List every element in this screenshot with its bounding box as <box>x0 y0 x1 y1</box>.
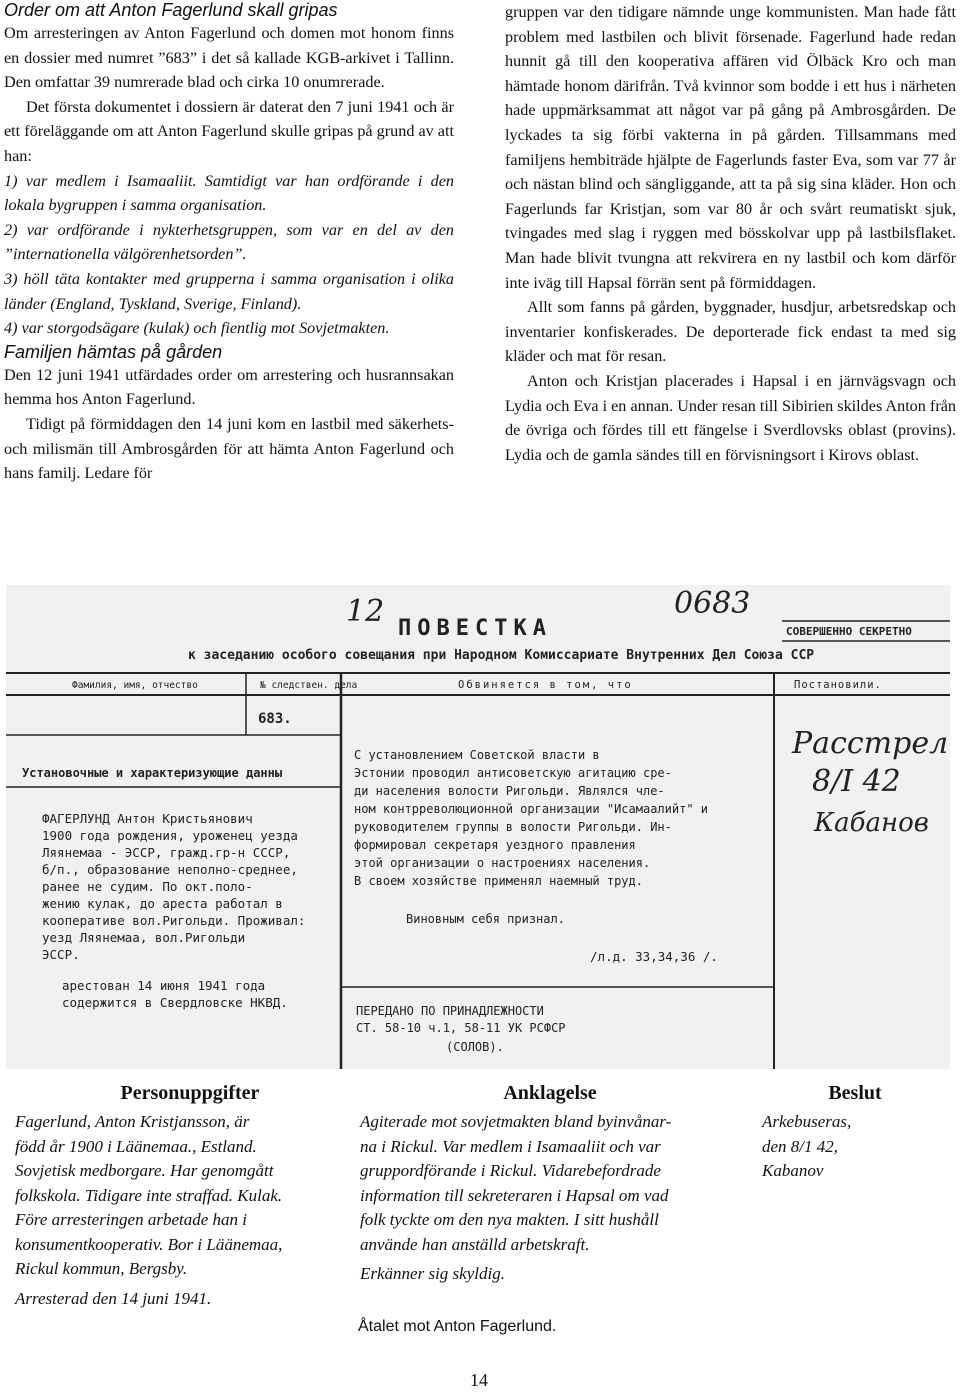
caption-charge-title: Anklagelse <box>503 1082 597 1104</box>
page-number: 14 <box>470 1370 488 1390</box>
case-number: 683. <box>258 711 292 727</box>
caption-charge-body <box>360 1110 750 1287</box>
scan-line: уезд Ляянемаа, вол.Ригольди <box>42 930 246 945</box>
scan-line: б/п., образование неполно-среднее, <box>42 862 298 877</box>
caption-line: konsumentkooperativ. Bor i Läänemaa, <box>15 1234 283 1254</box>
caption-line: Erkänner sig skyldig. <box>360 1264 505 1283</box>
caption-line: gruppordförande i Rickul. Vidarebefordrade <box>360 1161 661 1180</box>
scan-line: Эстонии проводил антисоветскую агитацию сре- <box>354 766 672 780</box>
left-column <box>4 0 454 486</box>
scan-line: жению кулак, до ареста работал в <box>42 896 283 911</box>
caption-verdict-title: Beslut <box>828 1082 882 1104</box>
caption-line: Kabanov <box>762 1161 824 1180</box>
paragraph: Tidigt på förmiddagen den 14 juni kom en lastbil med säkerhets- och milismän till Ambrosgården för att hämta Anton Fagerlund och hans familj. Ledare för <box>4 414 454 483</box>
scan-line: содержится в Свердловске НКВД. <box>62 995 288 1010</box>
caption-line: Före arresteringen arbetade han i <box>15 1210 247 1229</box>
hand-line: 8/I 42 <box>812 764 901 799</box>
caption-verdict-body <box>762 1110 942 1184</box>
scan-line: С установлением Советской власти в <box>354 748 600 762</box>
caption-line: Arresterad den 14 juni 1941. <box>15 1288 212 1308</box>
hand-line: Расстрел <box>792 726 949 761</box>
column-header: № следствен. дела <box>260 680 358 691</box>
column-header: Фамилия, имя, отчество <box>72 680 198 691</box>
column-header: Обвиняется в том, что <box>458 679 633 691</box>
caption-person-body <box>15 1110 355 1311</box>
document-subtitle: к заседанию особого совещания при Народном Комиссариате Внутренних Дел Союза ССР <box>188 648 815 663</box>
scan-line: (СОЛОВ). <box>446 1040 504 1054</box>
column-header: Постановили. <box>794 679 882 691</box>
hand-number-left: 12 <box>346 594 385 629</box>
list-item: 4) var storgodsägare (kulak) och fientlig mot Sovjetmakten. <box>4 319 390 338</box>
scan-line: /л.д. 33,34,36 /. <box>590 949 718 964</box>
list-item: 2) var ordförande i nykterhetsgruppen, som var en del av den ”internationella välgörenhetsorden”. <box>4 220 454 264</box>
caption-line: Arkebuseras, <box>762 1112 852 1131</box>
caption-footer: Åtalet mot Anton Fagerlund. <box>358 1318 557 1335</box>
paragraph: Om arresteringen av Anton Fagerlund och domen mot honom finns en dossier med numret ”683” i det så kallade KGB-arkivet i Tallinn. Den omfattar 39 numrerade blad och cirka 10 onumrerade. <box>4 24 454 92</box>
caption-line: information till sekreteraren i Hapsal om vad <box>360 1185 669 1205</box>
scan-line: руководителем группы в волости Ригольди. Ин- <box>354 820 672 834</box>
section-heading-order: Order om att Anton Fagerlund skall gripas <box>4 0 338 20</box>
caption-person-title: Personuppgifter <box>120 1082 260 1104</box>
right-column <box>505 0 956 467</box>
scan-line: ЭССР. <box>42 947 80 962</box>
personal-data-heading: Установочные и характеризующие данны <box>22 766 283 780</box>
scan-line: Виновным себя признал. <box>406 912 565 926</box>
scan-line: этой организации о настроениях населения. <box>354 856 651 870</box>
hand-number-right: 0683 <box>674 586 751 621</box>
scan-line: ПЕРЕДАНО ПО ПРИНАДЛЕЖНОСТИ <box>356 1004 544 1018</box>
hand-line: Кабанов <box>814 808 929 838</box>
list-item: 3) höll täta kontakter med grupperna i samma organisation i olika länder (England, Tyskland, Sverige, Finland). <box>4 269 454 313</box>
paragraph: Den 12 juni 1941 utfärdades order om arrestering och husrannsakan hemma hos Anton Fagerlund. <box>4 365 454 409</box>
scan-line: ранее не судим. По окт.поло- <box>42 879 253 894</box>
secret-stamp: СОВЕРШЕННО СЕКРЕТНО <box>786 625 912 638</box>
list-item: 1) var medlem i Isamaaliit. Samtidigt var han ordförande i den lokala bygruppen i samma organisation. <box>4 171 454 215</box>
caption-line: na i Rickul. Var medlem i Isamaaliit och var <box>360 1136 661 1156</box>
paragraph: Det första dokumentet i dossiern är daterat den 7 juni 1941 och är ett föreläggande om att Anton Fagerlund skulle gripas på grund av att han: <box>4 97 454 165</box>
section-heading-family: Familjen hämtas på gården <box>4 341 223 362</box>
caption-line: folkskola. Tidigare inte straffad. Kulak. <box>15 1185 283 1205</box>
caption-line: född år 1900 i Läänemaa., Estland. <box>15 1136 257 1156</box>
scan-line: В своем хозяйстве применял наемный труд. <box>354 874 643 888</box>
scan-line: кооперативе вол.Ригольди. Проживал: <box>42 913 306 928</box>
scan-line: Ляянемаа - ЭССР, гражд.гр-н СССР, <box>42 845 291 860</box>
caption-line: Sovjetisk medborgare. Har genomgått <box>15 1161 274 1180</box>
caption-line: den 8/1 42, <box>762 1136 839 1156</box>
scan-line: СТ. 58-10 ч.1, 58-11 УК РСФСР <box>356 1021 566 1035</box>
scan-line: ди населения волости Ригольди. Являлся чле- <box>354 784 665 798</box>
caption-line: använde han anställd arbetskraft. <box>360 1234 590 1254</box>
paragraph: gruppen var den tidigare nämnde unge kommunisten. Man hade fått problem med lastbilen och blivit försenade. Fagerlund hade redan hunnit gå till den kooperativa affären vid Ölbäck Kro och man hämtade honom därifrån. Två kvinnor som bodde i ett hus i närheten hade uppmärksammat att något var på gång på Ambrosgården. De lyckades ta sig förbi vakterna in på gården. Tillsammans med familjens hembiträde hjälpte de Fagerlunds faster Eva, som var 77 år och nästan blind och sängliggande, att ta på sig sina kläder. Hon och Fagerlunds far Kristjan, som var 80 år och svårt reumatiskt sjuk, tvingades med slag i ryggen med bösskolvar upp på lastbilsflaket. Man hade blivit tvungna att rekvirera en ny lastbil och kom därför inte iväg till Hapsal förrän sent på förmiddagen. <box>505 3 956 292</box>
paragraph: Allt som fanns på gården, byggnader, husdjur, arbetsredskap och inventarier konfiskerades. De deporterade fick endast ta med sig kläder och mat för resan. <box>505 298 956 366</box>
document-title: ПОВЕСТКА <box>398 616 552 641</box>
scan-line: формировал секретаря уездного правления <box>354 838 636 852</box>
paragraph: Anton och Kristjan placerades i Hapsal i en järnvägsvagn och Lydia och Eva i en annan. Under resan till Sibirien skildes Anton från de övriga och fördes till ett fängelse i Sverdlovsks oblast (provins). Lydia och de gamla sändes till en förvisningsort i Kirovs oblast. <box>505 371 956 464</box>
caption-line: Fagerlund, Anton Kristjansson, är <box>15 1112 250 1131</box>
document-scan-image <box>6 585 950 1069</box>
scan-line: ном контрреволюционной организации "Исамаалийт" и <box>354 802 709 816</box>
scan-line: 1900 года рождения, уроженец уезда <box>42 828 298 843</box>
caption-line: Agiterade mot sovjetmakten bland byinvånar- <box>360 1112 672 1131</box>
caption-line: folk tyckte om den nya makten. I sitt hushåll <box>360 1210 659 1229</box>
scan-line: арестован 14 июня 1941 года <box>62 978 266 993</box>
scan-line: ФАГЕРЛУНД Антон Кристьянович <box>42 811 253 826</box>
caption-line: Rickul kommun, Bergsby. <box>15 1259 188 1278</box>
